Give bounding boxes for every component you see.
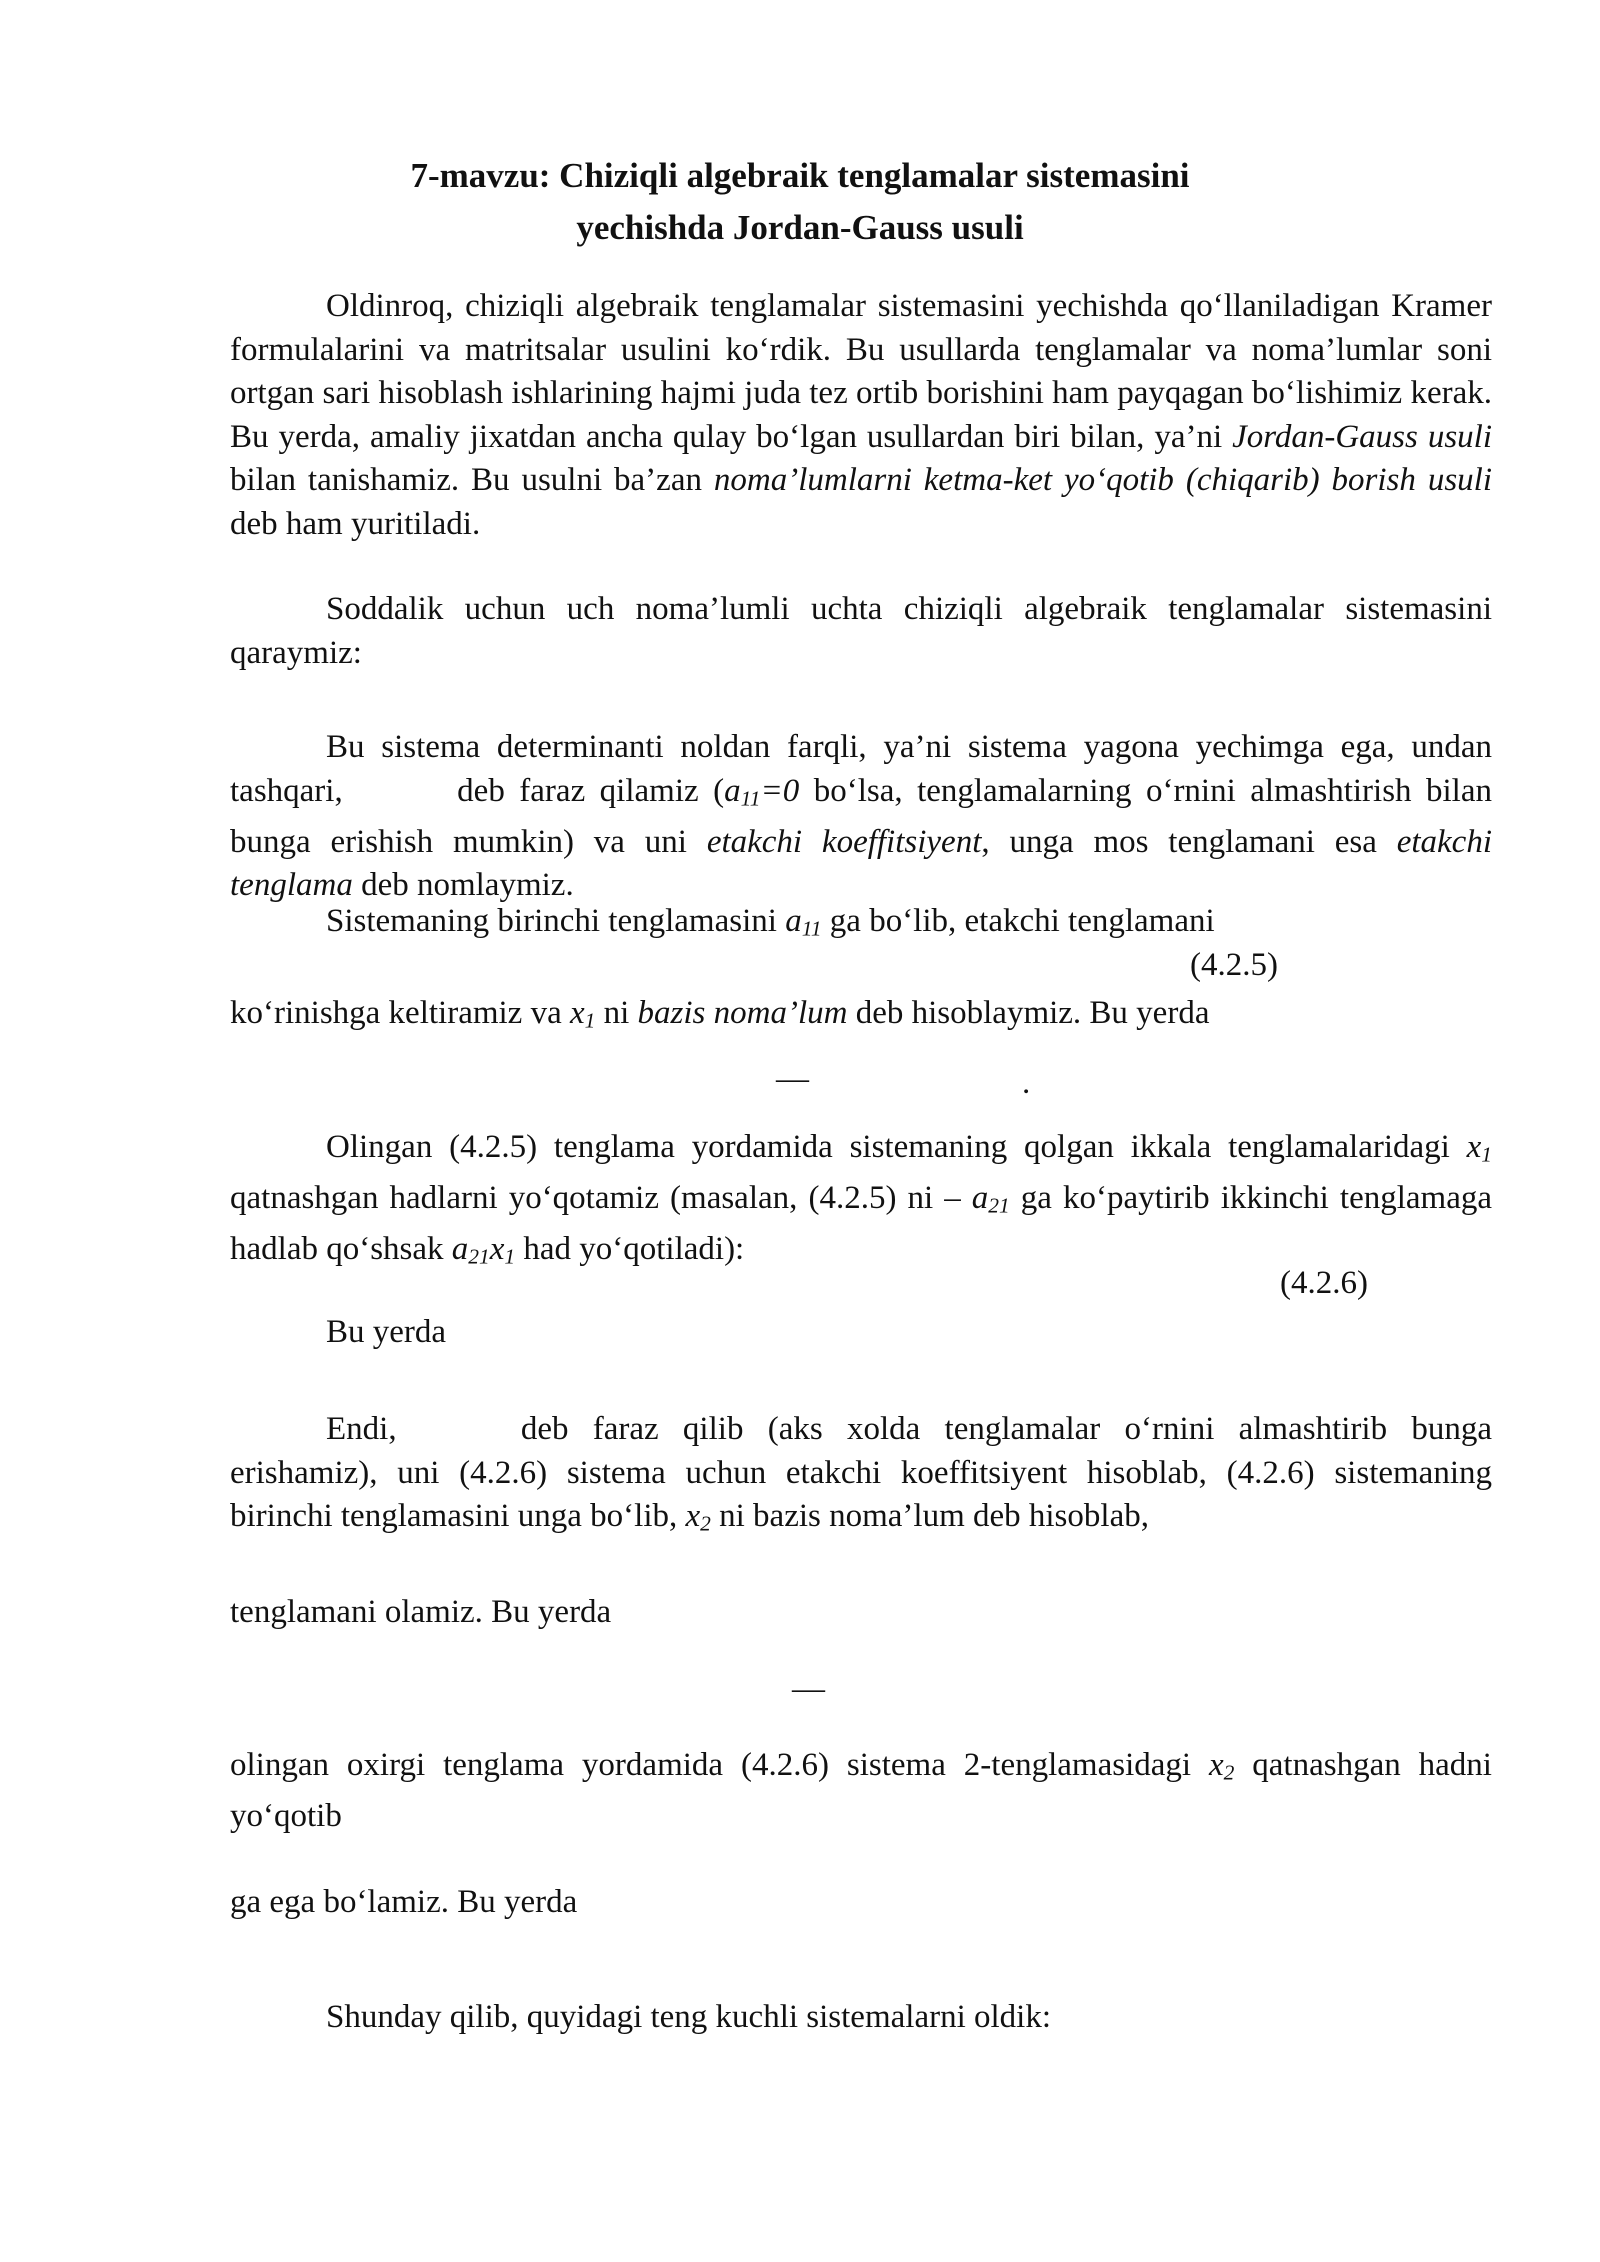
text-run: Olingan (4.2.5) tenglama yordamida sistemaning qolgan ikkala tenglamalaridagi	[326, 1129, 1467, 1165]
title-line-1: 7-mavzu: Chiziqli algebraik tenglamalar sistemasini	[410, 156, 1190, 195]
text-run: ga ko‘paytirib ikkinchi tenglamaga hadlab qo‘shsak	[230, 1180, 1492, 1268]
text-run: had yo‘qotiladi):	[515, 1231, 745, 1268]
paragraph-bu-yerda: Bu yerda	[326, 1314, 447, 1350]
paragraph-eliminate-x2	[230, 1744, 1492, 1839]
text-run: bilan tanishamiz. Bu usulni ba’zan	[230, 462, 714, 498]
paragraph-result: ga ega bo‘lamiz. Bu yerda	[230, 1884, 578, 1920]
paragraph-divide-first-equation	[326, 900, 1215, 951]
fraction-bar: —	[792, 1671, 825, 1707]
text-run: deb faraz qilib (aks xolda tenglamalar o‘rnini almashtirib bunga erishamiz), uni (4.2.6) sistema uchun etakchi koeffitsiyent hisoblab, (4.2.6) sistemaning birinchi tenglamasini unga bo‘lib,	[230, 1411, 1492, 1534]
text-run: deb faraz qilamiz (	[442, 772, 725, 809]
math-a21: $a_{21}$	[971, 1180, 1010, 1218]
math-a11-eq-zero: $a_{11}=0$	[724, 772, 800, 811]
text-run: Oldinroq, chiziqli algebraik tenglamalar sistemasini yechishda qo‘llaniladigan Kramer formulalarini va matritsalar usulini ko‘rdik. Bu usullarda tenglamalar va noma’lumlar soni ortgan sari hisoblash ishlarining hajmi juda tez ortib borishini ham payqagan bo‘lishimiz kerak. Bu yerda, amaliy jixatdan ancha qulay bo‘lgan usullardan biri bilan, ya’ni	[230, 288, 1492, 455]
emphasis-basis-unknown: bazis noma’lum	[637, 995, 848, 1031]
formula-period: .	[1022, 1065, 1031, 1101]
emphasis-method-alt-name: noma’lumlarni ketma-ket yo‘qotib (chiqarib) borish usuli	[713, 462, 1492, 498]
text-run: bo‘lsa, tenglamalarning o‘rnini almashtirish bilan bunga erishish mumkin) va uni	[230, 772, 1492, 860]
math-a21-x1: $a_{21}x_1$	[451, 1231, 516, 1270]
emphasis-leading-coefficient: etakchi koeffitsiyent	[706, 823, 982, 860]
text-run: deb ham yuritiladi.	[230, 505, 481, 542]
document-title	[0, 150, 1600, 254]
text-run: Endi,	[326, 1411, 397, 1447]
paragraph-obtain-equation: tenglamani olamiz. Bu yerda	[230, 1594, 612, 1630]
text-run: qatnashgan hadlarni yo‘qotamiz (masalan, (4.2.5) ni –	[230, 1180, 972, 1217]
text-run: olingan oxirgi tenglama yordamida (4.2.6) sistema 2-tenglamasidagi	[230, 1747, 1209, 1783]
paragraph-determinant	[230, 726, 1492, 908]
paragraph-second-step	[230, 1408, 1492, 1546]
math-x2: $x_2$	[1208, 1747, 1235, 1785]
text-run: Sistemaning birinchi tenglamasini	[326, 903, 786, 939]
paragraph-basis-unknown	[230, 992, 1209, 1043]
math-x1: $x_1$	[569, 995, 596, 1033]
math-a11: $a_{11}$	[785, 903, 822, 941]
text-run: deb nomlaymiz.	[352, 867, 574, 904]
equation-number-4-2-6: (4.2.6)	[1280, 1265, 1368, 1301]
emphasis-method-name: Jordan-Gauss usuli	[1232, 418, 1493, 455]
text-run: ga bo‘lib, etakchi tenglamani	[821, 903, 1215, 939]
paragraph-equivalent-systems: Shunday qilib, quyidagi teng kuchli sistemalarni oldik:	[326, 1999, 1052, 2035]
text-run: ni bazis noma’lum deb hisoblab,	[710, 1498, 1149, 1534]
equation-number-4-2-5: (4.2.5)	[1190, 947, 1278, 983]
text-run: deb hisoblaymiz. Bu yerda	[847, 995, 1210, 1031]
math-x1: $x_1$	[1466, 1129, 1492, 1167]
paragraph-intro	[230, 285, 1492, 546]
text-run: qatnashgan hadni yo‘qotib	[230, 1747, 1492, 1835]
emphasis-leading-equation: etakchi tenglama	[230, 823, 1492, 904]
math-x2: $x_2$	[685, 1498, 711, 1536]
text-run: ni	[595, 995, 638, 1031]
title-line-2: yechishda Jordan-Gauss usuli	[576, 208, 1024, 247]
fraction-bar: —	[776, 1061, 809, 1097]
paragraph-system-intro: Soddalik uchun uch noma’lumli uchta chiziqli algebraik tenglamalar sistemasini qaraymiz:	[230, 591, 1492, 671]
text-run: ko‘rinishga keltiramiz va	[230, 995, 570, 1031]
paragraph-eliminate-x1	[230, 1126, 1492, 1280]
text-run: Bu sistema determinanti noldan farqli, ya’ni sistema yagona yechimga ega, undan tashqari,	[230, 729, 1492, 809]
text-run: , unga mos tenglamani esa	[981, 823, 1397, 860]
